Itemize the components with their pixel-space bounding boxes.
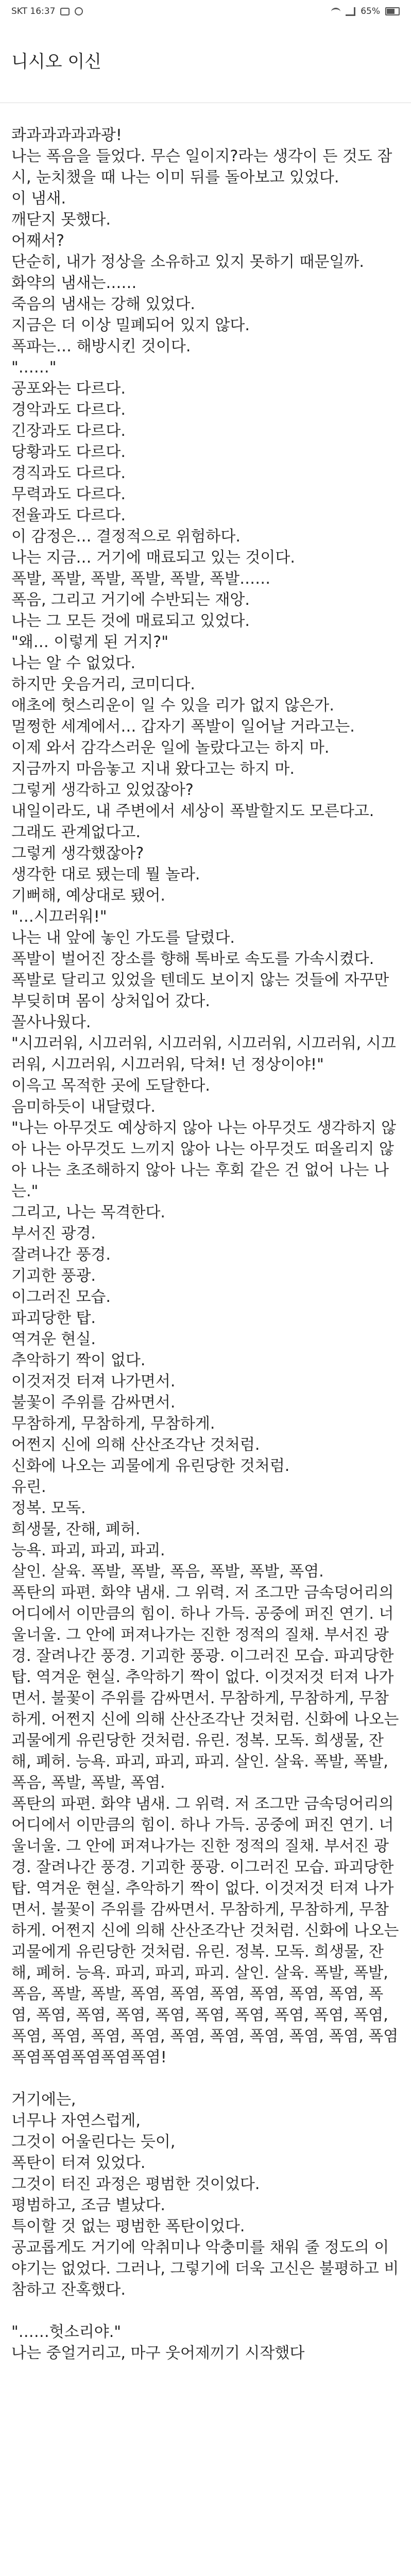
status-right (331, 6, 400, 16)
body-line: "시끄러워, 시끄러워, 시끄러워, 시끄러워, 시끄러워, 시끄러워, 시끄러워, 시끄러워, 닥쳐! 넌 정상이야!" (11, 1035, 396, 1074)
carrier-time: SKT 16:37 (11, 6, 56, 16)
body-line: 무참하게, 무참하게, 무참하게. (11, 1415, 215, 1433)
body-line: 긴장과도 다르다. (11, 422, 126, 440)
post-body (0, 125, 411, 2364)
body-line: 폭탄의 파편. 화약 냄새. 그 위력. 저 조그만 금속덩어리의 어디에서 이만큼의 힘이. 하나 가득. 공중에 퍼진 연기. 너울너울. 그 안에 퍼져나가는 진한 정적의 질채. 부서진 광경. 잘려나간 풍경. 기괴한 풍광. 이그러진 모습. 파괴당한 탑. 역겨운 현실. 추악하기 짝이 없다. 이것저것 터져 나가면서. 불꽃이 주위를 감싸면서. 무참하게, 무참하게, 무참하게. 어쩐지 신에 의해 산산조각난 것처럼. 신화에 나오는 괴물에게 유린당한 것처럼. 유린. 정복. 모독. 희생물, 잔해, 폐허. 능욕. 파괴, 파괴, 파괴. 살인. 살육. 폭발, 폭발, 폭음, 폭발, 폭발, 폭염, 폭염, 폭염, 폭염, 폭염, 폭염, 폭염, 폭염, 폭염, 폭염, 폭염, 폭염, 폭염, 폭염, 폭염, 폭염, 폭염, 폭염, 폭염, 폭염, 폭염, 폭염, 폭염, 폭염, 폭염, 폭염폭염폭염폭염폭염폭염! (11, 1795, 399, 2066)
chat-icon (60, 8, 70, 15)
body-line: 애초에 헛스리운이 일 수 있을 리가 없지 않은가. (11, 697, 334, 715)
body-line: 멀쩡한 세계에서… 갑자기 폭발이 일어날 거라고는. (11, 718, 355, 736)
body-line: 나는 내 앞에 놓인 가도를 달렸다. (11, 929, 235, 947)
body-line: 나는 폭음을 들었다. 무슨 일이지?라는 생각이 든 것도 잠시, 눈치챘을 때 나는 이미 뒤를 돌아보고 있었다. (11, 147, 392, 187)
body-line: 이것저것 터져 나가면서. (11, 1372, 176, 1391)
body-line: 이그러진 모습. (11, 1288, 111, 1306)
body-line: 무력과도 다르다. (11, 485, 126, 503)
body-line: 지금은 더 이상 밀폐되어 있지 않다. (11, 316, 250, 334)
clock-icon (75, 7, 83, 15)
body-line: 공포와는 다르다. (11, 380, 126, 398)
body-line: 그렇게 생각하고 있었잖아? (11, 781, 194, 799)
signal-icon (346, 7, 355, 16)
body-line: 폭파는… 해방시킨 것이다. (11, 337, 191, 355)
body-line: 나는 중얼거리고, 마구 웃어제끼기 시작했다 (11, 2344, 305, 2362)
body-line: 평범하고, 조금 별났다. (11, 2196, 165, 2214)
body-line: 기뻐해, 예상대로 됐어. (11, 887, 165, 905)
body-line: 내일이라도, 내 주변에서 세상이 폭발할지도 모른다고. (11, 802, 374, 820)
body-line: 폭탄의 파편. 화약 냄새. 그 위력. 저 조그만 금속덩어리의 어디에서 이만큼의 힘이. 하나 가득. 공중에 퍼진 연기. 너울너울. 그 안에 퍼져나가는 진한 정적의 질채. 부서진 광경. 잘려나간 풍경. 기괴한 풍광. 이그러진 모습. 파괴당한 탑. 역겨운 현실. 추악하기 짝이 없다. 이것저것 터져 나가면서. 불꽃이 주위를 감싸면서. 무참하게, 무참하게, 무참하게. 어쩐지 신에 의해 산산조각난 것처럼. 신화에 나오는 괴물에게 유린당한 것처럼. 유린. 정복. 모독. 희생물, 잔해, 폐허. 능욕. 파괴, 파괴, 파괴. 살인. 살육. 폭발, 폭발, 폭음, 폭발, 폭발, 폭염. (11, 1584, 399, 1792)
body-line: 이윽고 목적한 곳에 도달한다. (11, 1077, 210, 1095)
body-line: 당황과도 다르다. (11, 443, 126, 461)
body-line: 이 냄새. (11, 190, 66, 208)
body-line: 너무나 자연스럽게, (11, 2112, 141, 2130)
body-line: 폭발로 달리고 있었을 텐데도 보이지 않는 것들에 자꾸만 부딪히며 몸이 상처입어 갔다. (11, 971, 389, 1010)
body-line: 살인. 살육. 폭발, 폭발, 폭음, 폭발, 폭발, 폭염. (11, 1563, 324, 1581)
body-line: 나는 지금… 거기에 매료되고 있는 것이다. (11, 549, 295, 567)
post-title: 니시오 이신 (11, 52, 102, 72)
body-line: 부서진 광경. (11, 1225, 96, 1243)
body-line: 나는 알 수 없었다. (11, 654, 136, 672)
body-line: 희생물, 잔해, 폐허. (11, 1520, 141, 1538)
body-line: 추악하기 짝이 없다. (11, 1351, 146, 1369)
body-line: 파괴당한 탑. (11, 1309, 96, 1327)
body-line: 그것이 터진 과정은 평범한 것이었다. (11, 2175, 260, 2193)
body-line: 전율과도 다르다. (11, 506, 126, 524)
body-line: 콰과과과과과광! (11, 126, 122, 144)
body-line: 화약의 냄새는…… (11, 274, 137, 292)
body-line: 폭탄이 터져 있었다. (11, 2154, 146, 2172)
body-line: 음미하듯이 내달렸다. (11, 1098, 156, 1116)
status-bar (0, 0, 411, 23)
body-line: 폭발, 폭발, 폭발, 폭발, 폭발, 폭발…… (11, 570, 271, 588)
body-line: 유린. (11, 1478, 46, 1496)
body-line: 특이할 것 없는 평범한 폭탄이었다. (11, 2217, 245, 2235)
body-line: 죽음의 냄새는 강해 있었다. (11, 295, 195, 313)
battery-percent: 65% (361, 6, 380, 16)
body-line: 역겨운 현실. (11, 1330, 96, 1348)
body-line: "……헛소리야." (11, 2323, 122, 2341)
body-line: 단순히, 내가 정상을 소유하고 있지 못하기 때문일까. (11, 253, 364, 271)
body-line: 이제 와서 감각스러운 일에 놀랐다고는 하지 마. (11, 739, 330, 757)
body-line: 정복. 모독. (11, 1499, 86, 1517)
battery-icon (385, 7, 400, 15)
body-line: 거기에는, (11, 2091, 76, 2109)
body-line: 공교롭게도 거기에 악취미나 악충미를 채워 줄 정도의 이야기는 없었다. 그러나, 그렇기에 더욱 고신은 불평하고 비참하고 잔혹했다. (11, 2239, 399, 2299)
body-line: 잘려나간 풍경. (11, 1246, 111, 1264)
body-line: 신화에 나오는 괴물에게 유린당한 것처럼. (11, 1457, 290, 1475)
body-line: 생각한 대로 됐는데 뭘 놀라. (11, 866, 200, 884)
body-line: 나는 그 모든 것에 매료되고 있었다. (11, 612, 250, 630)
body-line: "…시끄러워!" (11, 908, 107, 926)
body-line: 폭음, 그리고 거기에 수반되는 재앙. (11, 591, 250, 609)
body-line: 어째서? (11, 232, 64, 250)
body-line (11, 2300, 400, 2321)
body-line: "나는 아무것도 예상하지 않아 나는 아무것도 생각하지 않아 나는 아무것도 느끼지 않아 나는 아무것도 떠올리지 않아 나는 초조해하지 않아 나는 후회 같은 건 없어 나는 나는." (11, 1119, 397, 1200)
body-line: 불꽃이 주위를 감싸면서. (11, 1394, 176, 1412)
body-line: 능욕. 파괴, 파괴, 파괴. (11, 1541, 165, 1560)
body-line: 꼴사나웠다. (11, 1013, 91, 1031)
body-line: 그래도 관계없다고. (11, 823, 141, 841)
body-line: 깨닫지 못했다. (11, 211, 111, 229)
body-line: 기괴한 풍광. (11, 1267, 96, 1285)
body-line: 폭발이 벌어진 장소를 향해 톡바로 속도를 가속시켰다. (11, 950, 374, 968)
body-line: "……" (11, 359, 57, 377)
body-line: 경악과도 다르다. (11, 401, 126, 419)
body-line: 하지만 웃음거리, 코미디다. (11, 675, 195, 693)
status-left (11, 6, 83, 16)
body-line: 경직과도 다르다. (11, 464, 126, 482)
body-line: 그렇게 생각했잖아? (11, 844, 144, 862)
body-line: "왜… 이렇게 된 거지?" (11, 633, 168, 651)
body-line: 이 감정은… 결정적으로 위험하다. (11, 528, 241, 546)
body-line (11, 2068, 400, 2089)
body-line: 지금까지 마음놓고 지내 왔다고는 하지 마. (11, 760, 295, 778)
body-line: 어쩐지 신에 의해 산산조각난 것처럼. (11, 1436, 260, 1454)
body-line: 그것이 어울린다는 듯이, (11, 2133, 176, 2151)
wifi-icon (331, 8, 340, 15)
body-line: 그리고, 나는 목격한다. (11, 1204, 165, 1222)
